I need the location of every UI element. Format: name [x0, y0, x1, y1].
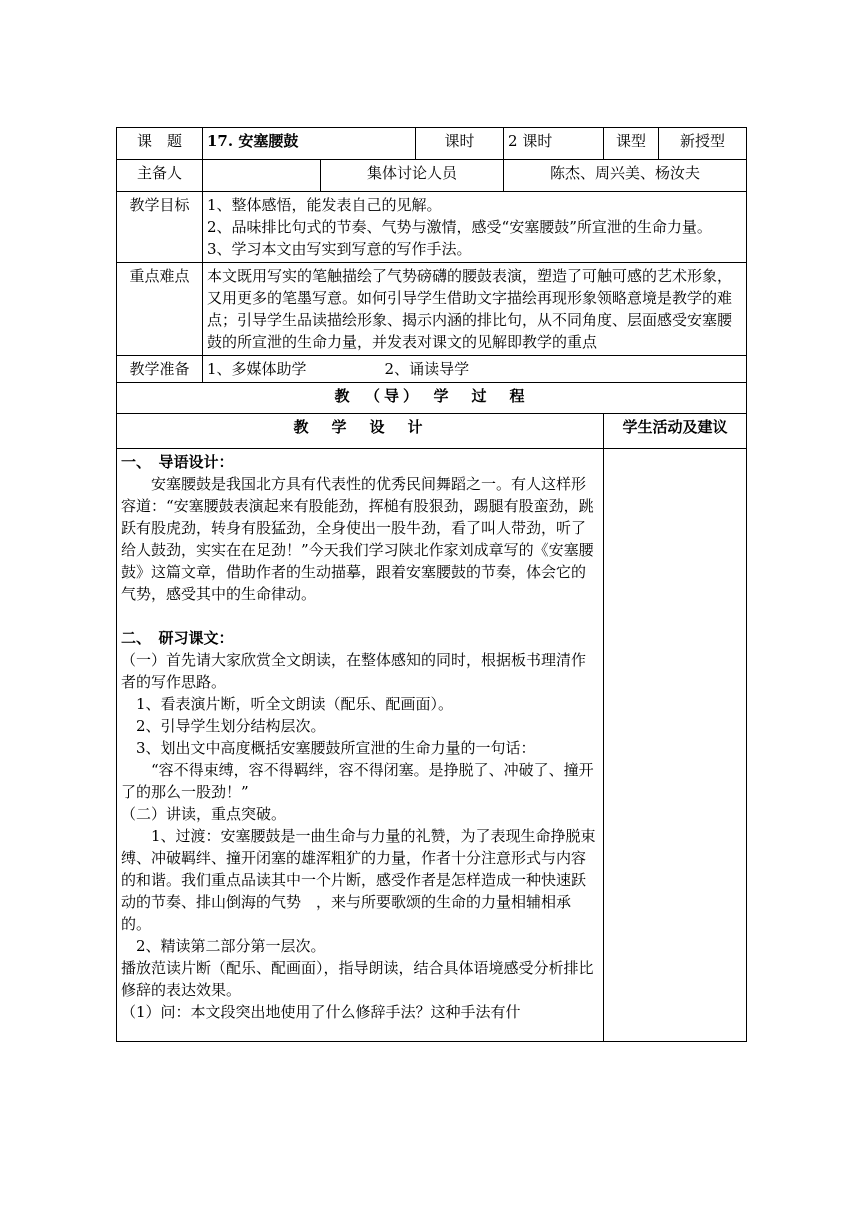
lesson-plan-page [116, 127, 746, 1042]
process-title: 教 （导） 学 过 程 [117, 383, 747, 414]
spacer [121, 605, 599, 627]
goals-label: 教学目标 [117, 192, 203, 263]
header-row-2 [117, 160, 747, 192]
process-title-row [117, 383, 747, 414]
paragraph: 1、过渡：安塞腰鼓是一曲生命与力量的礼赞，为了表现生命挣脱束缚、冲破羁绊、撞开闭塞的雄浑粗犷的力量，作者十分注意形式与内容的和谐。我们重点品读其中一个片断，感受作者是怎样造成一种快速跃动的节奏、排山倒海的气势 ，来与所要歌颂的生命的力量相辅相承的。 [121, 827, 596, 933]
hours-value: 2 课时 [504, 128, 604, 160]
goal-item: 1、整体感悟，能发表自己的见解。 [207, 196, 442, 214]
prep-label: 教学准备 [117, 356, 203, 383]
goal-item: 2、品味排比句式的节奏、气势与激情，感受“安塞腰鼓”所宣泄的生命力量。 [207, 218, 712, 236]
prep-item: 1、多媒体助学 [207, 360, 307, 378]
goals-row [117, 192, 747, 263]
quote: “容不得束缚，容不得羁绊，容不得闭塞。是挣脱了、冲破了、撞开了的那么一股劲！” [121, 761, 594, 801]
paragraph: 2、精读第二部分第一层次。 [136, 937, 326, 955]
design-content [117, 449, 604, 1042]
key-points-text: 本文既用写实的笔触描绘了气势磅礴的腰鼓表演，塑造了可触可感的艺术形象，又用更多的笔墨写意。如何引导学生借助文字描绘再现形象领略意境是教学的难点；引导学生品读描绘形象、揭示内涵的排比句，从不同角度、层面感受安塞腰鼓的所宣泄的生命力量，并发表对课文的见解即教学的重点 [203, 263, 747, 356]
discussion-label: 集体讨论人员 [321, 160, 504, 192]
prep-content [203, 356, 747, 383]
paragraph: 2、引导学生划分结构层次。 [136, 717, 326, 735]
column-header-row [117, 414, 747, 449]
activity-header: 学生活动及建议 [604, 414, 747, 449]
title-label: 课 题 [117, 128, 203, 160]
prep-item: 2、诵读导学 [384, 360, 470, 378]
preparer-label: 主备人 [117, 160, 203, 192]
paragraph: （一）首先请大家欣赏全文朗读，在整体感知的同时，根据板书理清作者的写作思路。 [121, 651, 587, 691]
key-points-row [117, 263, 747, 356]
section-heading: 一、 导语设计： [121, 453, 234, 471]
activity-content [604, 449, 747, 1042]
paragraph: 播放范读片断（配乐、配画面），指导朗读，结合具体语境感受分析排比修辞的表达效果。 [121, 959, 594, 999]
type-value: 新授型 [659, 128, 747, 160]
hours-label: 课时 [416, 128, 504, 160]
paragraph: 安塞腰鼓是我国北方具有代表性的优秀民间舞蹈之一。有人这样形容道：“安塞腰鼓表演起来有股能劲，挥槌有股狠劲，踢腿有股蛮劲，跳跃有股虎劲，转身有股猛劲，全身使出一股牛劲，看了叫人带劲，听了给人鼓劲，实实在在足劲！”今天我们学习陕北作家刘成章写的《安塞腰鼓》这篇文章，借助作者的生动描摹，跟着安塞腰鼓的节奏，体会它的气势，感受其中的生命律动。 [121, 475, 594, 603]
title-value: 17. 安塞腰鼓 [203, 128, 416, 160]
goals-content [203, 192, 747, 263]
body-row [117, 449, 747, 1042]
goal-item: 3、学习本文由写实到写意的写作手法。 [207, 240, 472, 258]
key-points-label: 重点难点 [117, 263, 203, 356]
paragraph: 1、看表演片断，听全文朗读（配乐、配画面）。 [136, 695, 454, 713]
paragraph: 3、划出文中高度概括安塞腰鼓所宣泄的生命力量的一句话： [136, 739, 536, 757]
type-label: 课型 [604, 128, 659, 160]
paragraph: （1）问：本文段突出地使用了什么修辞手法？这种手法有什 [121, 1003, 521, 1021]
lesson-plan-table [116, 127, 747, 1042]
preparer-value [203, 160, 321, 192]
prep-row [117, 356, 747, 383]
discussion-value: 陈杰、周兴美、杨汝夫 [504, 160, 747, 192]
paragraph: （二）讲读，重点突破。 [121, 805, 287, 823]
header-row-1 [117, 128, 747, 160]
section-heading: 二、 研习课文： [121, 629, 234, 647]
design-header: 教 学 设 计 [117, 414, 604, 449]
